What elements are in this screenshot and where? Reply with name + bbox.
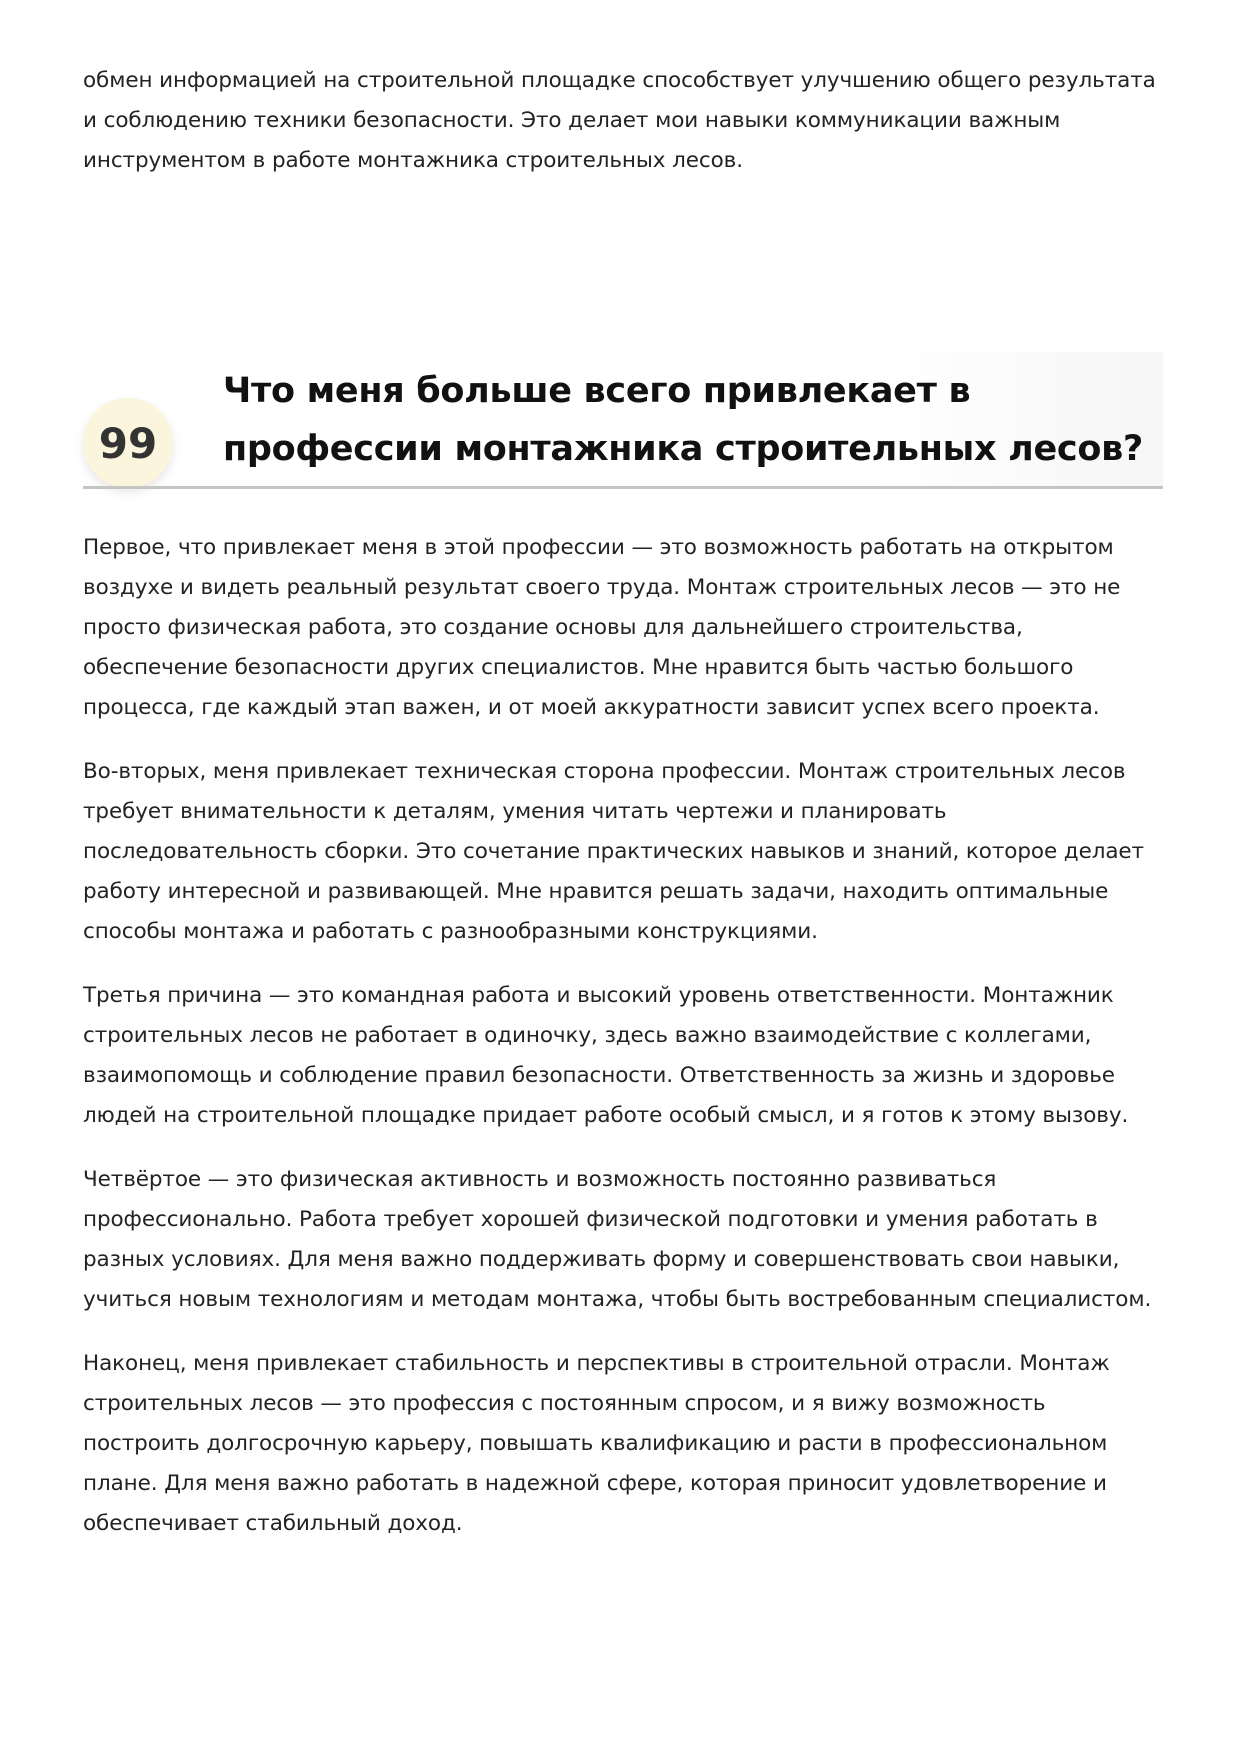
question-divider xyxy=(83,486,1163,489)
answer-paragraph-3: Третья причина — это командная работа и высокий уровень ответственности. Монтажник строительных лесов не работает в одиночку, здесь важно взаимодействие с коллегами, взаимопомощь и соблюдение правил безопасности. Ответственность за жизнь и здоровье людей на строительной площадке придает работе особый смысл, и я готов к этому вызову. xyxy=(83,983,1129,1128)
answer-body xyxy=(83,528,1163,1568)
question-number: 99 xyxy=(98,418,158,468)
answer-paragraph-4: Четвёртое — это физическая активность и возможность постоянно развиваться профессионально. Работа требует хорошей физической подготовки и умения работать в разных условиях. Для меня важно поддерживать форму и совершенствовать свои навыки, учиться новым технологиям и методам монтажа, чтобы быть востребованным специалистом. xyxy=(83,1167,1152,1312)
question-number-badge xyxy=(83,398,173,488)
answer-paragraph-1: Первое, что привлекает меня в этой профессии — это возможность работать на открытом воздухе и видеть реальный результат своего труда. Монтаж строительных лесов — это не просто физическая работа, это создание основы для дальнейшего строительства, обеспечение безопасности других специалистов. Мне нравится быть частью большого процесса, где каждый этап важен, и от моей аккуратности зависит успех всего проекта. xyxy=(83,535,1121,720)
answer-paragraph-2: Во-вторых, меня привлекает техническая сторона профессии. Монтаж строительных лесов требует внимательности к деталям, умения читать чертежи и планировать последовательность сборки. Это сочетание практических навыков и знаний, которое делает работу интересной и развивающей. Мне нравится решать задачи, находить оптимальные способы монтажа и работать с разнообразными конструкциями. xyxy=(83,759,1144,944)
answer-paragraph-5: Наконец, меня привлекает стабильность и перспективы в строительной отрасли. Монтаж строительных лесов — это профессия с постоянным спросом, и я вижу возможность построить долгосрочную карьеру, повышать квалификацию и расти в профессиональном плане. Для меня важно работать в надежной сфере, которая приносит удовлетворение и обеспечивает стабильный доход. xyxy=(83,1351,1110,1536)
question-title: Что меня больше всего привлекает в профессии монтажника строительных лесов? xyxy=(223,371,1143,469)
intro-paragraph: обмен информацией на строительной площадке способствует улучшению общего результата и соблюдению техники безопасности. Это делает мои навыки коммуникации важным инструментом в работе монтажника строительных лесов. xyxy=(83,68,1156,173)
question-header xyxy=(83,352,1163,488)
